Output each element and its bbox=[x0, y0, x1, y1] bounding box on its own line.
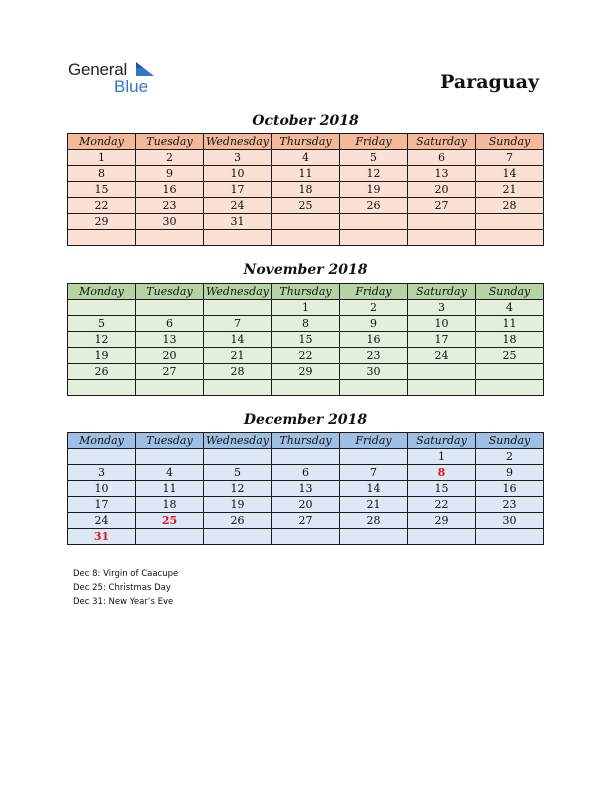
weekday-monday: Monday bbox=[68, 134, 136, 150]
day-cell: 29 bbox=[272, 364, 340, 380]
empty-day-cell bbox=[204, 449, 272, 465]
day-cell: 25 bbox=[476, 348, 544, 364]
weekday-header-row bbox=[68, 284, 544, 300]
day-cell: 9 bbox=[136, 166, 204, 182]
weekday-thursday: Thursday bbox=[272, 284, 340, 300]
empty-day-cell bbox=[68, 449, 136, 465]
day-cell: 5 bbox=[204, 465, 272, 481]
holiday-day-cell: 8 bbox=[408, 465, 476, 481]
november-weeks bbox=[68, 300, 544, 396]
month-title-december: December 2018 bbox=[243, 412, 368, 428]
day-cell: 10 bbox=[408, 316, 476, 332]
empty-day-cell bbox=[272, 529, 340, 545]
day-cell: 9 bbox=[476, 465, 544, 481]
logo-word-blue: Blue bbox=[114, 77, 149, 96]
empty-day-cell bbox=[272, 230, 340, 246]
day-cell: 17 bbox=[204, 182, 272, 198]
empty-day-cell bbox=[272, 380, 340, 396]
empty-day-cell bbox=[136, 529, 204, 545]
day-cell: 6 bbox=[136, 316, 204, 332]
week-row bbox=[68, 497, 544, 513]
empty-day-cell bbox=[204, 230, 272, 246]
day-cell: 20 bbox=[272, 497, 340, 513]
weekday-sunday: Sunday bbox=[476, 284, 544, 300]
day-cell: 26 bbox=[204, 513, 272, 529]
empty-day-cell bbox=[408, 380, 476, 396]
day-cell: 21 bbox=[204, 348, 272, 364]
day-cell: 12 bbox=[68, 332, 136, 348]
empty-day-cell bbox=[68, 380, 136, 396]
day-cell: 29 bbox=[408, 513, 476, 529]
day-cell: 29 bbox=[68, 214, 136, 230]
empty-day-cell bbox=[408, 364, 476, 380]
day-cell: 13 bbox=[408, 166, 476, 182]
week-row bbox=[68, 529, 544, 545]
day-cell: 28 bbox=[340, 513, 408, 529]
day-cell: 14 bbox=[204, 332, 272, 348]
day-cell: 17 bbox=[68, 497, 136, 513]
empty-day-cell bbox=[136, 380, 204, 396]
week-row bbox=[68, 230, 544, 246]
weekday-wednesday: Wednesday bbox=[204, 284, 272, 300]
day-cell: 26 bbox=[68, 364, 136, 380]
weekday-saturday: Saturday bbox=[408, 433, 476, 449]
day-cell: 7 bbox=[204, 316, 272, 332]
empty-day-cell bbox=[68, 230, 136, 246]
weekday-saturday: Saturday bbox=[408, 134, 476, 150]
holiday-note: Dec 25: Christmas Day bbox=[73, 583, 171, 593]
country-title: Paraguay bbox=[440, 71, 539, 93]
weekday-header-row bbox=[68, 433, 544, 449]
day-cell: 28 bbox=[204, 364, 272, 380]
day-cell: 13 bbox=[272, 481, 340, 497]
empty-day-cell bbox=[136, 300, 204, 316]
day-cell: 14 bbox=[340, 481, 408, 497]
week-row bbox=[68, 166, 544, 182]
day-cell: 15 bbox=[68, 182, 136, 198]
empty-day-cell bbox=[476, 230, 544, 246]
day-cell: 16 bbox=[476, 481, 544, 497]
holiday-notes bbox=[73, 567, 178, 609]
day-cell: 3 bbox=[204, 150, 272, 166]
weekday-sunday: Sunday bbox=[476, 134, 544, 150]
day-cell: 3 bbox=[68, 465, 136, 481]
day-cell: 30 bbox=[136, 214, 204, 230]
day-cell: 16 bbox=[136, 182, 204, 198]
empty-day-cell bbox=[340, 529, 408, 545]
day-cell: 25 bbox=[272, 198, 340, 214]
weekday-friday: Friday bbox=[340, 134, 408, 150]
weekday-header-row bbox=[68, 134, 544, 150]
day-cell: 10 bbox=[68, 481, 136, 497]
week-row bbox=[68, 150, 544, 166]
empty-day-cell bbox=[68, 300, 136, 316]
calendar-november bbox=[67, 283, 544, 396]
day-cell: 17 bbox=[408, 332, 476, 348]
day-cell: 18 bbox=[476, 332, 544, 348]
holiday-note: Dec 31: New Year’s Eve bbox=[73, 597, 174, 607]
day-cell: 27 bbox=[408, 198, 476, 214]
week-row bbox=[68, 198, 544, 214]
week-row bbox=[68, 300, 544, 316]
empty-day-cell bbox=[272, 449, 340, 465]
day-cell: 2 bbox=[340, 300, 408, 316]
day-cell: 1 bbox=[272, 300, 340, 316]
day-cell: 7 bbox=[476, 150, 544, 166]
weekday-tuesday: Tuesday bbox=[136, 284, 204, 300]
day-cell: 24 bbox=[408, 348, 476, 364]
day-cell: 26 bbox=[340, 198, 408, 214]
day-cell: 24 bbox=[68, 513, 136, 529]
weekday-wednesday: Wednesday bbox=[204, 433, 272, 449]
day-cell: 1 bbox=[408, 449, 476, 465]
week-row bbox=[68, 348, 544, 364]
week-row bbox=[68, 513, 544, 529]
empty-day-cell bbox=[204, 380, 272, 396]
week-row bbox=[68, 364, 544, 380]
day-cell: 15 bbox=[272, 332, 340, 348]
calendar-december bbox=[67, 432, 544, 545]
day-cell: 10 bbox=[204, 166, 272, 182]
day-cell: 20 bbox=[136, 348, 204, 364]
general-blue-logo bbox=[68, 60, 168, 100]
weekday-monday: Monday bbox=[68, 284, 136, 300]
day-cell: 4 bbox=[272, 150, 340, 166]
weekday-thursday: Thursday bbox=[272, 433, 340, 449]
day-cell: 9 bbox=[340, 316, 408, 332]
day-cell: 22 bbox=[408, 497, 476, 513]
day-cell: 6 bbox=[408, 150, 476, 166]
day-cell: 1 bbox=[68, 150, 136, 166]
day-cell: 22 bbox=[272, 348, 340, 364]
week-row bbox=[68, 465, 544, 481]
day-cell: 11 bbox=[136, 481, 204, 497]
week-row bbox=[68, 481, 544, 497]
month-title-october: October 2018 bbox=[252, 113, 359, 129]
day-cell: 16 bbox=[340, 332, 408, 348]
weekday-tuesday: Tuesday bbox=[136, 134, 204, 150]
empty-day-cell bbox=[340, 380, 408, 396]
weekday-tuesday: Tuesday bbox=[136, 433, 204, 449]
empty-day-cell bbox=[408, 214, 476, 230]
day-cell: 4 bbox=[136, 465, 204, 481]
week-row bbox=[68, 214, 544, 230]
week-row bbox=[68, 182, 544, 198]
day-cell: 22 bbox=[68, 198, 136, 214]
day-cell: 30 bbox=[340, 364, 408, 380]
day-cell: 23 bbox=[476, 497, 544, 513]
day-cell: 27 bbox=[136, 364, 204, 380]
day-cell: 2 bbox=[476, 449, 544, 465]
empty-day-cell bbox=[340, 214, 408, 230]
weekday-thursday: Thursday bbox=[272, 134, 340, 150]
day-cell: 7 bbox=[340, 465, 408, 481]
weekday-friday: Friday bbox=[340, 433, 408, 449]
holiday-note: Dec 8: Virgin of Caacupe bbox=[73, 569, 179, 579]
week-row bbox=[68, 380, 544, 396]
day-cell: 11 bbox=[476, 316, 544, 332]
october-weeks bbox=[68, 150, 544, 246]
day-cell: 13 bbox=[136, 332, 204, 348]
day-cell: 18 bbox=[272, 182, 340, 198]
logo-triangle-icon bbox=[136, 62, 154, 76]
empty-day-cell bbox=[340, 449, 408, 465]
empty-day-cell bbox=[272, 214, 340, 230]
holiday-day-cell: 25 bbox=[136, 513, 204, 529]
logo-word-general: General bbox=[68, 60, 128, 79]
december-weeks bbox=[68, 449, 544, 545]
empty-day-cell bbox=[340, 230, 408, 246]
day-cell: 19 bbox=[68, 348, 136, 364]
weekday-friday: Friday bbox=[340, 284, 408, 300]
day-cell: 27 bbox=[272, 513, 340, 529]
day-cell: 6 bbox=[272, 465, 340, 481]
empty-day-cell bbox=[136, 449, 204, 465]
empty-day-cell bbox=[408, 529, 476, 545]
day-cell: 21 bbox=[340, 497, 408, 513]
empty-day-cell bbox=[204, 300, 272, 316]
day-cell: 11 bbox=[272, 166, 340, 182]
day-cell: 19 bbox=[340, 182, 408, 198]
empty-day-cell bbox=[476, 214, 544, 230]
day-cell: 4 bbox=[476, 300, 544, 316]
day-cell: 2 bbox=[136, 150, 204, 166]
day-cell: 20 bbox=[408, 182, 476, 198]
empty-day-cell bbox=[204, 529, 272, 545]
day-cell: 5 bbox=[68, 316, 136, 332]
week-row bbox=[68, 332, 544, 348]
weekday-wednesday: Wednesday bbox=[204, 134, 272, 150]
day-cell: 15 bbox=[408, 481, 476, 497]
empty-day-cell bbox=[476, 380, 544, 396]
month-title-november: November 2018 bbox=[243, 262, 368, 278]
day-cell: 31 bbox=[204, 214, 272, 230]
day-cell: 23 bbox=[340, 348, 408, 364]
day-cell: 8 bbox=[272, 316, 340, 332]
day-cell: 12 bbox=[204, 481, 272, 497]
day-cell: 30 bbox=[476, 513, 544, 529]
empty-day-cell bbox=[476, 364, 544, 380]
day-cell: 12 bbox=[340, 166, 408, 182]
weekday-monday: Monday bbox=[68, 433, 136, 449]
day-cell: 19 bbox=[204, 497, 272, 513]
weekday-saturday: Saturday bbox=[408, 284, 476, 300]
day-cell: 24 bbox=[204, 198, 272, 214]
week-row bbox=[68, 316, 544, 332]
weekday-sunday: Sunday bbox=[476, 433, 544, 449]
empty-day-cell bbox=[476, 529, 544, 545]
day-cell: 23 bbox=[136, 198, 204, 214]
empty-day-cell bbox=[136, 230, 204, 246]
holiday-day-cell: 31 bbox=[68, 529, 136, 545]
day-cell: 8 bbox=[68, 166, 136, 182]
week-row bbox=[68, 449, 544, 465]
day-cell: 14 bbox=[476, 166, 544, 182]
calendar-october bbox=[67, 133, 544, 246]
empty-day-cell bbox=[408, 230, 476, 246]
day-cell: 21 bbox=[476, 182, 544, 198]
day-cell: 28 bbox=[476, 198, 544, 214]
day-cell: 5 bbox=[340, 150, 408, 166]
day-cell: 18 bbox=[136, 497, 204, 513]
day-cell: 3 bbox=[408, 300, 476, 316]
